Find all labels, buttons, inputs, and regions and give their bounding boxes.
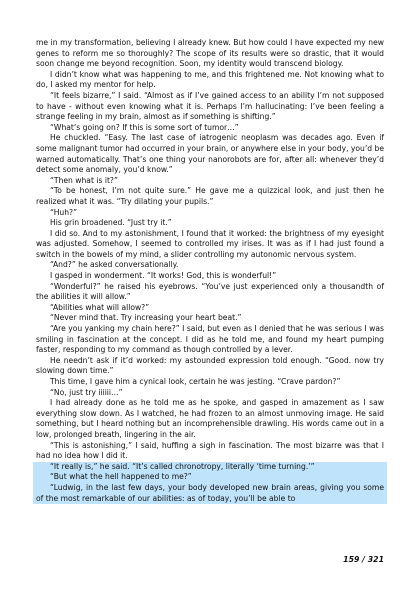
paragraph: This time, I gave him a cynical look, certain he was jesting. “Crave pardon?” bbox=[50, 377, 341, 386]
paragraph: His grin broadened. “Just try it.” bbox=[50, 218, 172, 228]
paragraph: He chuckled. “Easy. The last case of iatrogenic neoplasm was decades ago. Even if some malignant tumor had occurred in your brain, or anywhere else in your body, you’d be warned automatically. That’s one thing your nanorobots are for, after all: whenever they’d detect some anomaly, you’d know.” bbox=[36, 133, 384, 175]
paragraph: “And?” he asked conversationally. bbox=[50, 260, 179, 270]
paragraph: “Wonderful?” he raised his eyebrows. “You’ve just experienced only a thousandth of the abilities it will allow.” bbox=[36, 281, 384, 302]
paragraph: “Are you yanking my chain here?” I said, but even as I denied that he was serious I was smiling in fascination at the concept. I did as he told me, and found my heart pumping faster, responding to my command as though controlled by a lever. bbox=[36, 324, 384, 355]
paragraph: me in my transformation, believing I already knew. But how could I have expected my new genes to reform me so thoroughly? The scope of its results were so drastic, that it would soon change me beyond recognition. Soon, my identity would transcend biology. bbox=[36, 38, 384, 69]
paragraph: “It feels bizarre,” I said. “Almost as if I’ve gained access to an ability I’m not supposed to have - without even knowing what it is. Perhaps I’m hallucinating: I’ve been feeling a strange feeling in my brain, almost as if something is shifting.” bbox=[36, 90, 384, 122]
paragraph: “This is astonishing,” I said, huffing a sigh in fascination. The most bizarre was that I had no idea how I did it. bbox=[36, 440, 384, 461]
paragraph: “Huh?” bbox=[50, 207, 78, 217]
paragraph: “No, just try iiiiii…” bbox=[50, 387, 123, 397]
paragraph: “To be honest, I’m not quite sure.” He gave me a quizzical look, and just then he realized what it was. “Try dilating your pupils.” bbox=[36, 186, 384, 206]
paragraph: I did so. And to my astonishment, I found that it worked: the brightness of my eyesight was adjusted. Somehow, I seemed to controlled my irises. It was as if I had just found a switch in the bowels of my mind, a slider controlling my autonomic nervous system. bbox=[36, 228, 384, 259]
paragraph: “What’s going on? If this is some sort of tumor…” bbox=[50, 122, 239, 132]
text-highlight[interactable] bbox=[33, 462, 387, 504]
highlighted-paragraph: “It really is,” he said. “It’s called chronotropy, literally ‘time turning.’” bbox=[50, 461, 315, 471]
page-body bbox=[36, 38, 384, 504]
paragraph: “Then what is it?” bbox=[50, 175, 118, 185]
page-number: 159 / 321 bbox=[343, 555, 384, 564]
paragraph: I didn’t know what was happening to me, and this frightened me. Not knowing what to do, I asked my mentor for help. bbox=[36, 69, 384, 90]
paragraph: “Never mind that. Try increasing your heart beat.” bbox=[50, 313, 242, 323]
paragraph: “Abilities what will allow?” bbox=[50, 302, 150, 312]
paragraph: I gasped in wonderment. “It works! God, this is wonderful!” bbox=[50, 271, 277, 281]
highlighted-paragraph: “But what the hell happened to me?” bbox=[50, 472, 192, 482]
highlighted-paragraph: “Ludwig, in the last few days, your body developed new brain areas, giving you some of the most remarkable of our abilities: as of today, you’ll be able to bbox=[36, 482, 384, 503]
paragraph: I had already done as he told me as he spoke, and gasped in amazement as I saw everything slow down. As I watched, he had frozen to an almost unmoving image. He said something, but I heard nothing but an incomprehensible drawling. His words came out in a low, prolonged breath, lingering in the air. bbox=[36, 398, 384, 439]
paragraph: He needn’t ask if it’d worked: my astounded expression told enough. “Good. now try slowing down time.” bbox=[36, 355, 384, 376]
